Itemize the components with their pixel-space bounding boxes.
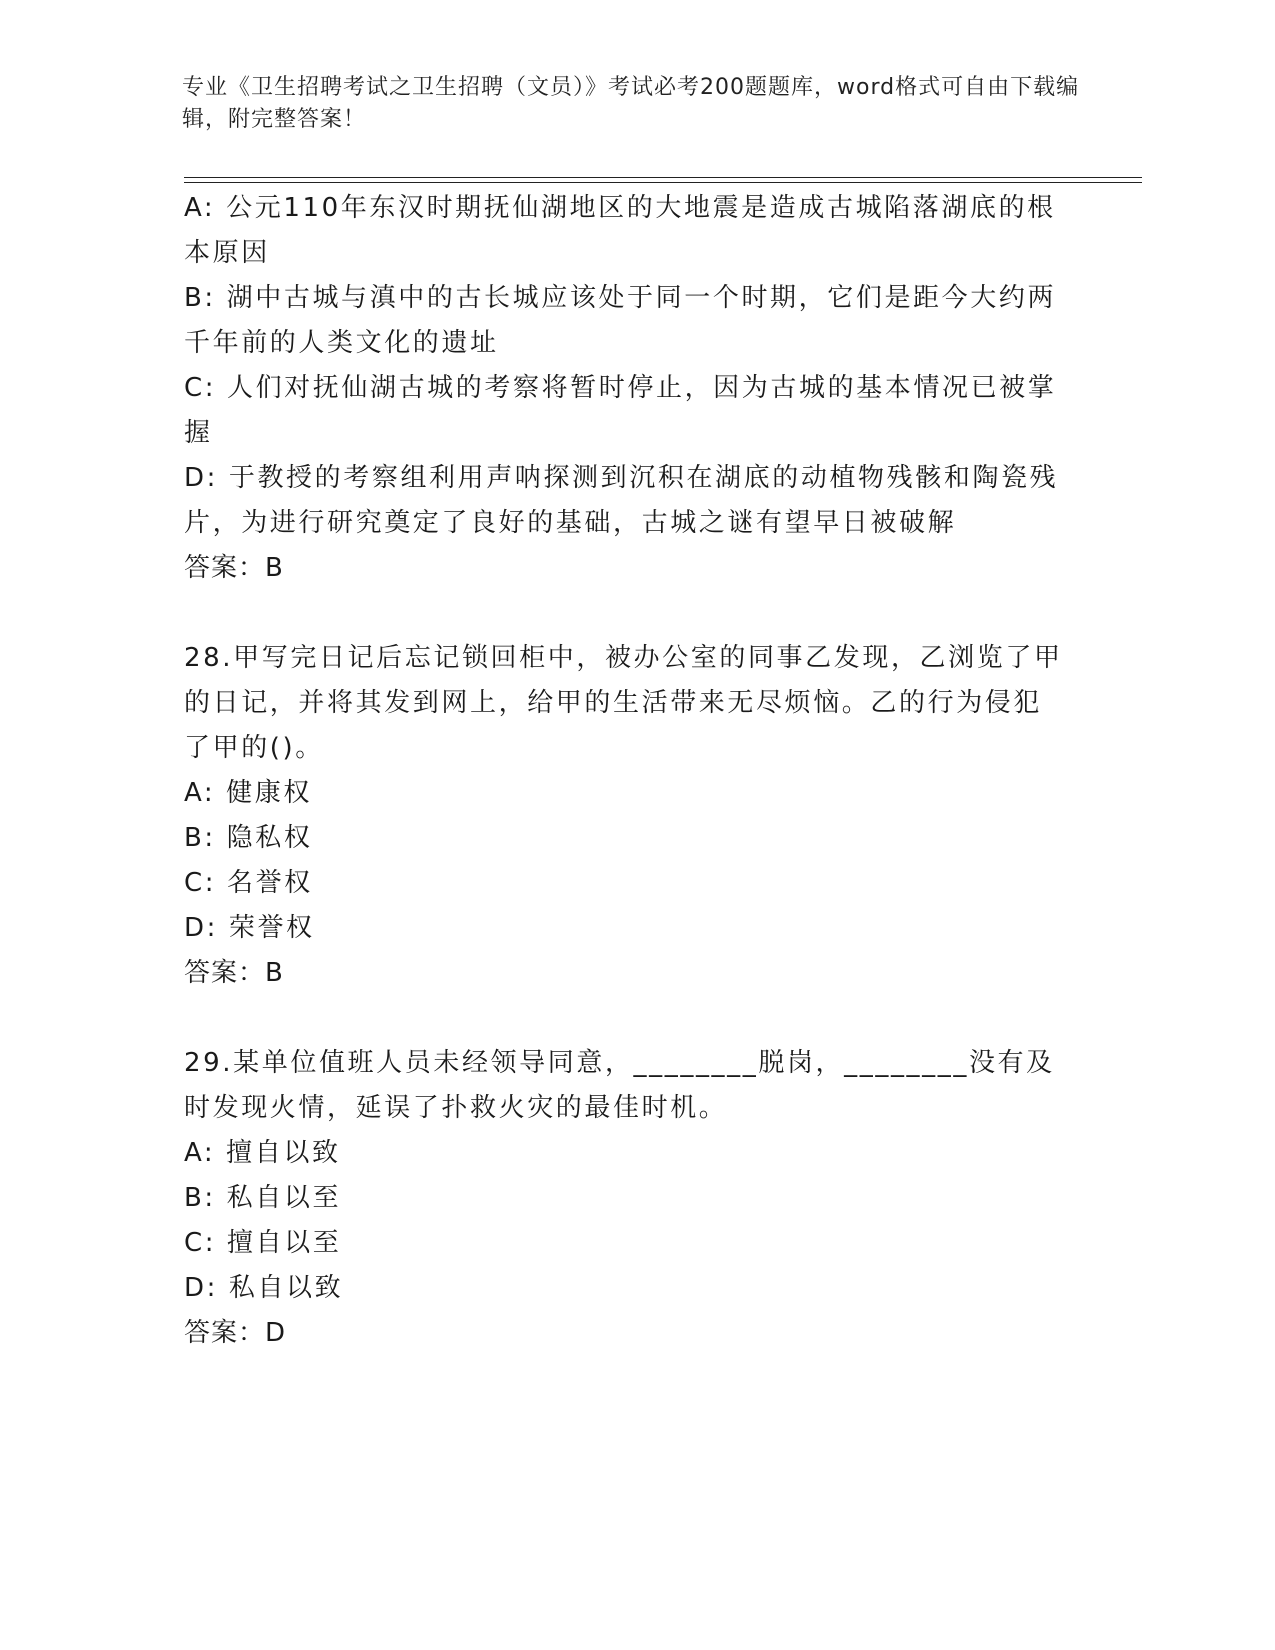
- option-b: B: 湖中古城与滇中的古长城应该处于同一个时期，它们是距今大约两千年前的人类文化的遗址: [184, 283, 1057, 358]
- option-c: C: 名誉权: [184, 868, 313, 898]
- option-d: D: 荣誉权: [184, 913, 315, 943]
- option-d: D: 私自以致: [184, 1273, 344, 1303]
- question-stem: 29.某单位值班人员未经领导同意，________脱岗，________没有及时发现火情，延误了扑救火灾的最佳时机。: [184, 1048, 1055, 1123]
- header-rule-top: [184, 177, 1142, 178]
- option-d: D: 于教授的考察组利用声呐探测到沉积在湖底的动植物残骸和陶瓷残片，为进行研究奠定了良好的基础，古城之谜有望早日被破解: [184, 463, 1059, 538]
- option-b: B: 私自以至: [184, 1183, 342, 1213]
- answer: 答案：B: [184, 553, 284, 583]
- question-27: [184, 186, 1064, 591]
- document-header: 专业《卫生招聘考试之卫生招聘（文员）》考试必考200题题库，word格式可自由下载编辑，附完整答案！: [182, 75, 1080, 132]
- question-list: [184, 186, 1064, 1356]
- question-28: [184, 636, 1064, 996]
- header-rule-bottom: [184, 182, 1142, 183]
- answer: 答案：B: [184, 958, 284, 988]
- answer: 答案：D: [184, 1318, 287, 1348]
- spacer: [184, 591, 1064, 636]
- option-c: C: 擅自以至: [184, 1228, 342, 1258]
- option-a: A: 公元110年东汉时期抚仙湖地区的大地震是造成古城陷落湖底的根本原因: [184, 193, 1056, 268]
- option-a: A: 健康权: [184, 778, 312, 808]
- option-c: C: 人们对抚仙湖古城的考察将暂时停止，因为古城的基本情况已被掌握: [184, 373, 1057, 448]
- question-29: [184, 1041, 1064, 1356]
- spacer: [184, 996, 1064, 1041]
- option-b: B: 隐私权: [184, 823, 313, 853]
- option-a: A: 擅自以致: [184, 1138, 341, 1168]
- question-stem: 28.甲写完日记后忘记锁回柜中，被办公室的同事乙发现，乙浏览了甲的日记，并将其发到网上，给甲的生活带来无尽烦恼。乙的行为侵犯了甲的()。: [184, 643, 1063, 763]
